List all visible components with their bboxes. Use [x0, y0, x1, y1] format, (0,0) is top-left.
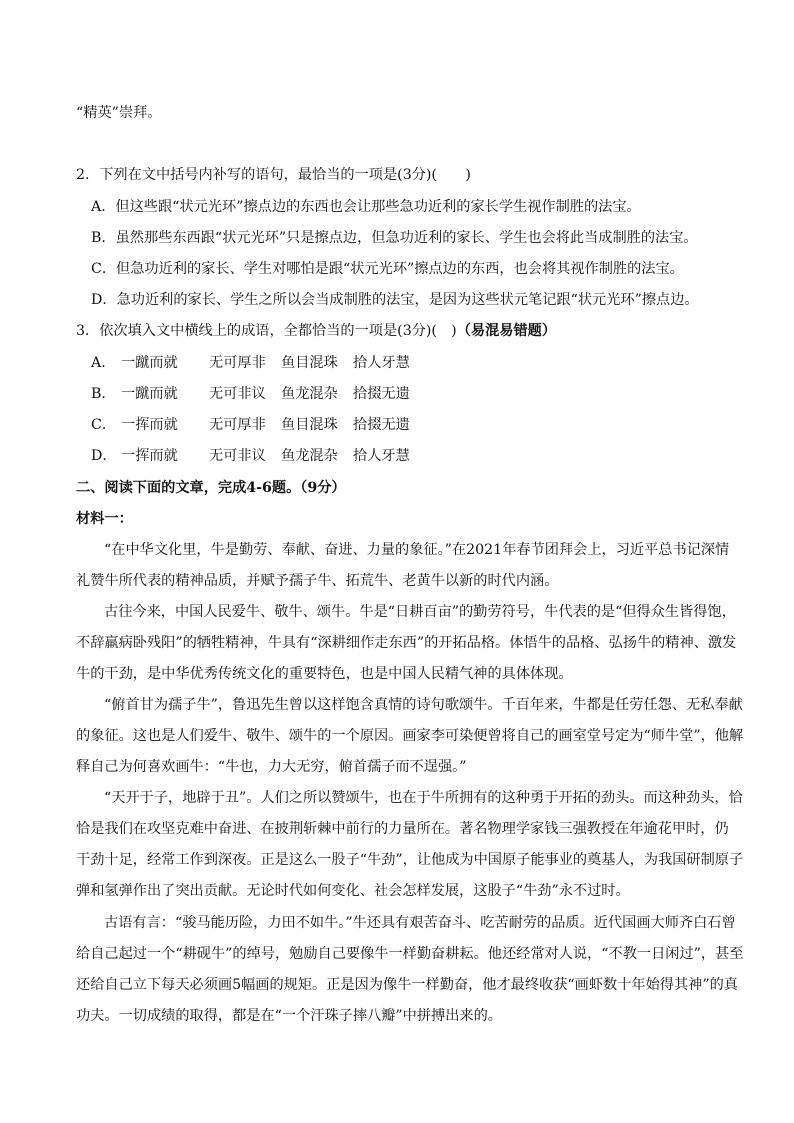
- passage-line: “天开于子，地辟于丑”。人们之所以赞颂牛，也在于牛所拥有的这种勇于开拓的劲头。而这种劲头，恰: [104, 790, 743, 806]
- idiom: 无可厚非: [209, 417, 266, 433]
- option-letter: B．: [91, 386, 116, 402]
- idiom: 拾掇无遗: [353, 417, 410, 433]
- passage-line: 礼赞牛所代表的精神品质，并赋予孺子牛、拓荒牛、老黄牛以新的时代内涵。: [76, 573, 559, 589]
- passage-line: 释自己为何喜欢画牛：“牛也，力大无穷，俯首孺子而不逞强。”: [76, 759, 467, 775]
- passage-line: 的象征。这也是人们爱牛、敬牛、颂牛的一个原因。画家李可染便曾将自己的画室堂号定为“师牛堂”，他解: [76, 728, 744, 744]
- question-2-option-b: B．虽然那些东西跟“状元光环”只是擦点边，但急功近利的家长、学生也会将此当成制胜的法宝。: [91, 230, 698, 246]
- passage-line: 牛的干劲，是中华优秀传统文化的重要特色，也是中国人民精气神的具体体现。: [76, 666, 573, 682]
- question-3-option-c: [91, 415, 410, 435]
- option-letter: C．: [91, 417, 117, 433]
- passage-line: 古往今来，中国人民爱牛、敬牛、颂牛。牛是“日耕百亩”的勤劳符号，牛代表的是“但得众生皆得饱，: [104, 604, 736, 620]
- passage-line: 给自己起过一个“耕砚牛”的绰号，勉励自己要像牛一样勤奋耕耘。他还经常对人说，“不教一日闲过”，甚至: [76, 946, 744, 962]
- question-2-option-a: A．但这些跟“状元光环”擦点边的东西也会让那些急功近利的家长学生视作制胜的法宝。: [91, 199, 641, 215]
- question-2-option-c: C．但急功近利的家长、学生对哪怕是跟“状元光环”擦点边的东西，也会将其视作制胜的法宝。: [91, 261, 684, 277]
- idiom: 鱼龙混杂: [281, 448, 338, 464]
- passage-line: 还给自己立下每天必须画5幅画的规矩。正是因为像牛一样勤奋，他才最终收获“画虾数十年始得其神”的真: [76, 977, 738, 993]
- idiom: 拾人牙慧: [353, 355, 410, 371]
- material-1-label: 材料一：: [76, 511, 133, 527]
- question-3-stem: [76, 321, 556, 341]
- question-3-option-b: [91, 384, 410, 404]
- question-2-option-d: D．急功近利的家长、学生之所以会当成制胜的法宝，是因为这些状元笔记跟“状元光环”擦点边。: [91, 292, 699, 308]
- idiom: 一蹴而就: [121, 386, 178, 402]
- section-2-heading: 二、阅读下面的文章，完成4-6题。（9分）: [76, 480, 346, 496]
- passage-line: 恰是我们在攻坚克难中奋进、在披荆斩棘中前行的力量所在。著名物理学家钱三强教授在年逾花甲时，仍: [76, 821, 729, 837]
- question-3-option-a: [91, 353, 410, 373]
- question-2-stem: 2．下列在文中括号内补写的语句，最恰当的一项是(3分)( ): [76, 167, 471, 183]
- passage-line: “俯首甘为孺子牛”，鲁迅先生曾以这样饱含真情的诗句歌颂牛。千百年来，牛都是任劳任怨、无私奉献: [104, 697, 743, 713]
- passage-line: 弹和氢弹作出了突出贡献。无论时代如何变化、社会怎样发展，这股子“牛劲”永不过时。: [76, 883, 630, 899]
- idiom: 拾人牙慧: [353, 448, 410, 464]
- option-letter: A．: [91, 355, 116, 371]
- continued-text-fragment: “精英”崇拜。: [76, 105, 162, 121]
- idiom: 一挥而就: [121, 417, 178, 433]
- idiom: 无可非议: [209, 386, 266, 402]
- idiom: 无可非议: [209, 448, 266, 464]
- passage-line: 功夫。一切成绩的取得，都是在“一个汗珠子摔八瓣”中拼搏出来的。: [76, 1008, 502, 1024]
- question-3-option-d: [91, 446, 410, 466]
- idiom: 鱼目混珠: [281, 417, 338, 433]
- idiom: 鱼目混珠: [281, 355, 338, 371]
- passage-line: 干劲十足，经常工作到深夜。正是这么一股子“牛劲”，让他成为中国原子能事业的奠基人，为我国研制原子: [76, 852, 744, 868]
- idiom: 一挥而就: [121, 448, 178, 464]
- passage-line: “在中华文化里，牛是勤劳、奉献、奋进、力量的象征。”在2021年春节团拜会上，习近平总书记深情: [104, 542, 730, 558]
- question-3-tag: （易混易错题）: [456, 323, 557, 339]
- idiom: 无可厚非: [209, 355, 266, 371]
- passage-line: 古语有言：“骏马能历险，力田不如牛。”牛还具有艰苦奋斗、吃苦耐劳的品质。近代国画大师齐白石曾: [104, 915, 736, 931]
- passage-line: 不辞羸病卧残阳”的牺牲精神，牛具有“深耕细作走东西”的开拓品格。体悟牛的品格、弘扬牛的精神、激发: [76, 635, 737, 651]
- question-3-stem-text: 3．依次填入文中横线上的成语，全都恰当的一项是(3分)( ): [76, 323, 457, 339]
- option-letter: D．: [91, 448, 117, 464]
- idiom: 拾掇无遗: [353, 386, 410, 402]
- idiom: 鱼龙混杂: [281, 386, 338, 402]
- idiom: 一蹴而就: [121, 355, 178, 371]
